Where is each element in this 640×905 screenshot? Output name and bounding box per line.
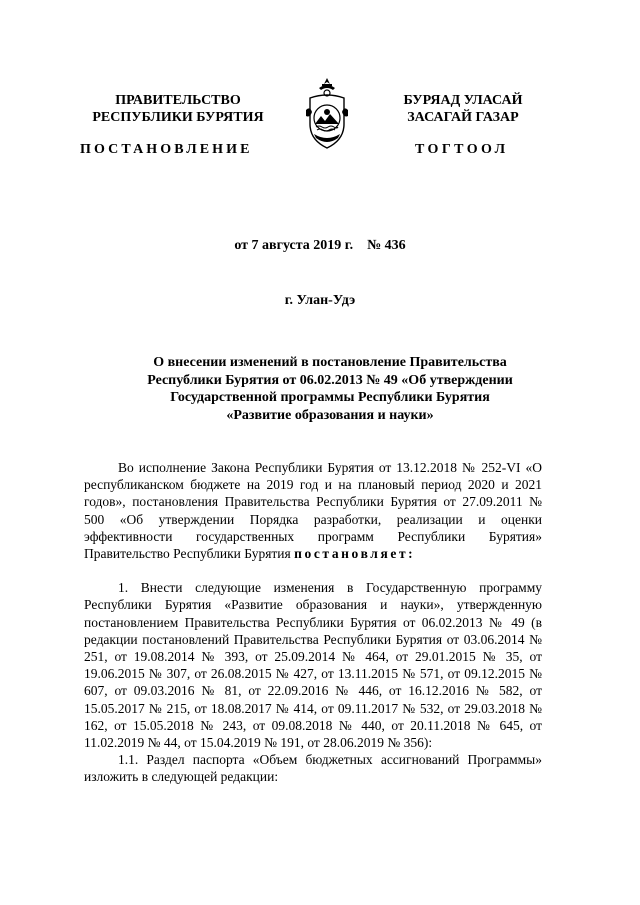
title-line3: Государственной программы Республики Бурятия	[170, 390, 490, 405]
coat-of-arms-emblem-icon	[302, 76, 352, 150]
city: г. Улан-Удэ	[284, 293, 356, 308]
document-title	[100, 354, 560, 424]
document-type-russian: ПОСТАНОВЛЕНИЕ	[80, 142, 253, 157]
government-name-buryat	[388, 92, 538, 126]
decree-word: постановляет:	[294, 546, 416, 562]
document-body	[84, 459, 542, 786]
paragraph-item-1-1: 1.1. Раздел паспорта «Объем бюджетных ассигнований Программы» изложить в следующей редакции:	[84, 752, 542, 785]
gov-name-line2: РЕСПУБЛИКИ БУРЯТИЯ	[92, 110, 264, 125]
gov-name-line1: ПРАВИТЕЛЬСТВО	[115, 93, 241, 108]
date-and-number	[0, 238, 640, 254]
gov-name-buryat-line1: БУРЯАД УЛАСАЙ	[403, 93, 523, 108]
preamble-text: Во исполнение Закона Республики Бурятия от 13.12.2018 № 252-VI «О республиканском бюджете на 2019 год и на плановый период 2020 и 2021 годов», постановления Правительства Республики Бурятия от 27.09.2011 № 500 «Об утверждении Порядка разработки, реализации и оценки эффективности государственных программ Республики Бурятия» Правительство Республики Бурятия	[84, 460, 542, 562]
paragraph-item-1: 1. Внести следующие изменения в Государственную программу Республики Бурятия «Развитие образования и науки», утвержденную постановлением Правительства Республики Бурятия от 06.02.2013 № 49 (в редакции постановлений Правительства Республики Бурятия от 03.06.2014 № 251, от 19.08.2014 № 393, от 25.09.2014 № 464, от 29.01.2015 № 35, от 19.06.2015 № 307, от 26.08.2015 № 427, от 13.11.2015 № 571, от 09.12.2015 № 607, от 09.03.2016 № 81, от 22.09.2016 № 446, от 16.12.2016 № 582, от 15.05.2017 № 215, от 18.08.2017 № 414, от 09.11.2017 № 532, от 29.03.2018 № 162, от 15.05.2018 № 243, от 09.08.2018 № 440, от 20.11.2018 № 645, от 11.02.2019 № 44, от 15.04.2019 № 191, от 28.06.2019 № 356):	[84, 580, 542, 751]
gov-name-buryat-line2: ЗАСАГАЙ ГАЗАР	[407, 110, 519, 125]
government-name-russian	[78, 92, 278, 126]
document-number: № 436	[367, 238, 406, 253]
title-line4: «Развитие образования и науки»	[226, 407, 434, 423]
title-line2: Республики Бурятия от 06.02.2013 № 49 «Об утверждении	[147, 372, 513, 388]
title-line1: О внесении изменений в постановление Правительства	[153, 355, 507, 370]
document-type-buryat: ТОГТООЛ	[415, 142, 509, 157]
document-date: от 7 августа 2019 г.	[234, 238, 354, 253]
paragraph-preamble	[84, 459, 542, 562]
